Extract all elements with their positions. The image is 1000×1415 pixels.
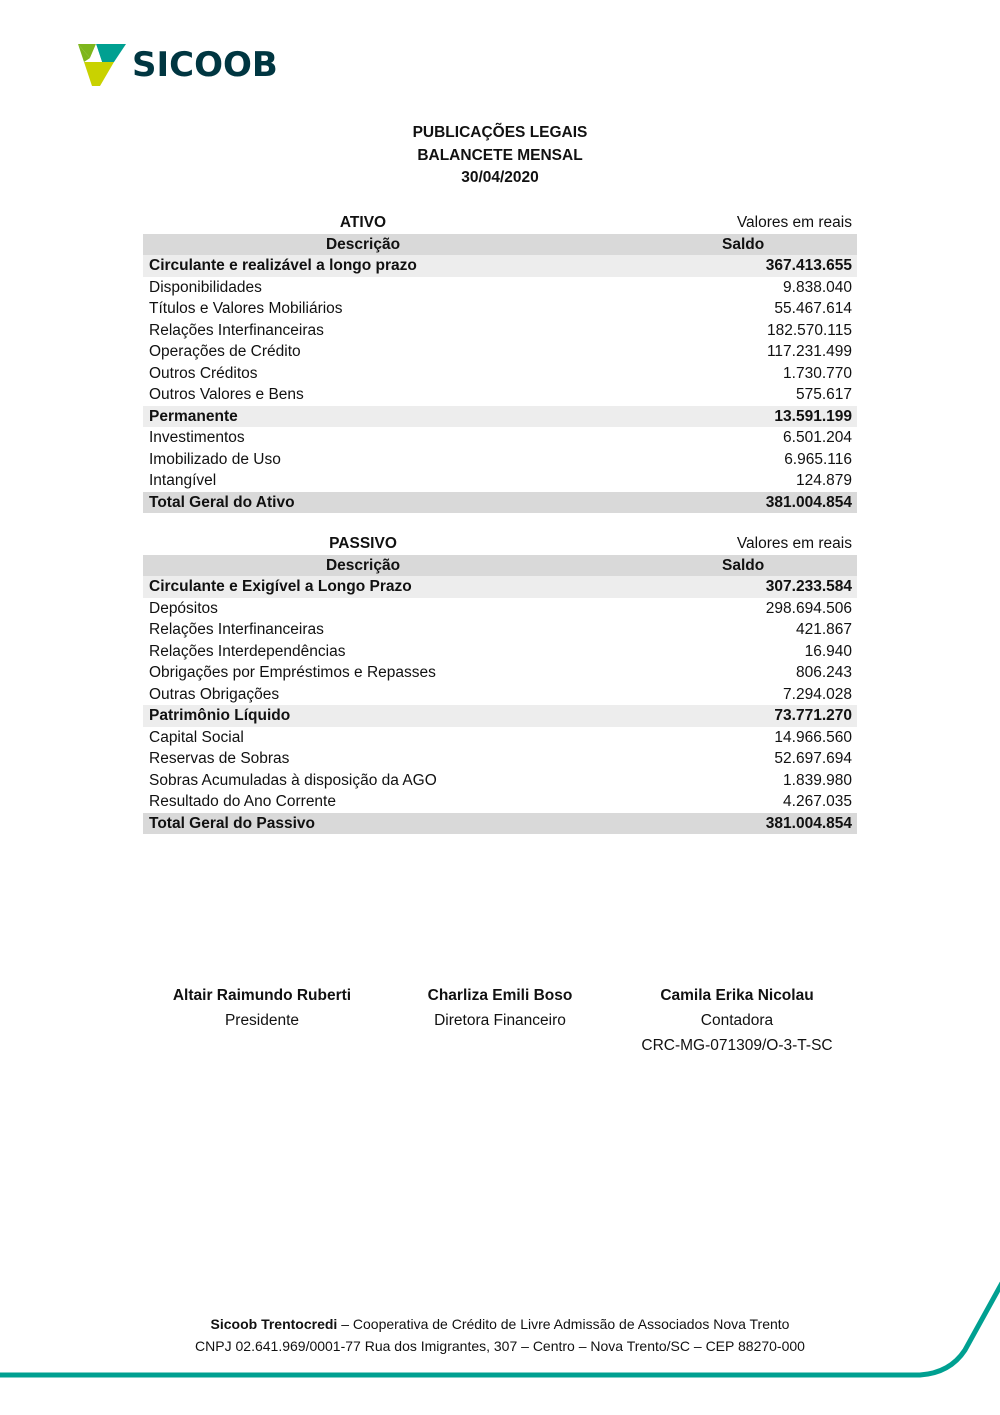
table-row bbox=[143, 641, 857, 663]
row-label: Relações Interdependências bbox=[149, 642, 346, 660]
row-label: Total Geral do Ativo bbox=[149, 493, 295, 511]
passivo-col-desc: Descrição bbox=[325, 556, 401, 574]
row-label: Resultado do Ano Corrente bbox=[149, 793, 336, 810]
row-value: 4.267.035 bbox=[783, 793, 852, 810]
signature-name: Camila Erika Nicolau bbox=[660, 987, 814, 1004]
table-row bbox=[143, 449, 857, 471]
row-value: 9.838.040 bbox=[783, 278, 852, 296]
row-value: 52.697.694 bbox=[774, 750, 852, 767]
row-value: 6.501.204 bbox=[783, 429, 852, 446]
passivo-header-row bbox=[143, 555, 857, 577]
table-row bbox=[143, 298, 857, 320]
table-row bbox=[143, 770, 857, 792]
row-label: Outros Créditos bbox=[149, 364, 258, 382]
table-row bbox=[143, 470, 857, 492]
row-label: Circulante e Exigível a Longo Prazo bbox=[149, 578, 412, 595]
row-label: Patrimônio Líquido bbox=[149, 707, 291, 724]
row-value: 806.243 bbox=[795, 664, 852, 681]
table-row bbox=[143, 662, 857, 684]
signature-name: Charliza Emili Boso bbox=[427, 987, 573, 1004]
ativo-section-label: ATIVO bbox=[339, 214, 387, 231]
row-value: 73.771.270 bbox=[774, 707, 852, 724]
ativo-col-val: Saldo bbox=[722, 235, 765, 253]
brand-name: SICOOB bbox=[132, 45, 278, 85]
table-row bbox=[143, 341, 857, 363]
signature-role: Diretora Financeiro bbox=[434, 1012, 566, 1029]
row-label: Outros Valores e Bens bbox=[149, 386, 304, 403]
row-label: Disponibilidades bbox=[149, 278, 262, 296]
table-row bbox=[143, 598, 857, 620]
signature-crc: CRC-MG-071309/O-3-T-SC bbox=[641, 1037, 833, 1054]
row-value: 182.570.115 bbox=[766, 321, 852, 339]
row-label: Capital Social bbox=[149, 728, 244, 746]
row-value: 381.004.854 bbox=[765, 814, 852, 832]
signature-name: Altair Raimundo Ruberti bbox=[172, 987, 352, 1004]
title-line-2: BALANCETE MENSAL bbox=[417, 146, 583, 164]
row-value: 1.730.770 bbox=[783, 364, 852, 382]
row-value: 14.966.560 bbox=[774, 728, 852, 746]
row-label: Obrigações por Empréstimos e Repasses bbox=[149, 664, 436, 681]
row-value: 381.004.854 bbox=[765, 493, 852, 511]
row-value: 1.839.980 bbox=[783, 771, 852, 789]
signature-accountant bbox=[627, 983, 847, 1058]
footer-line-1 bbox=[0, 1313, 1000, 1335]
row-label: Outras Obrigações bbox=[149, 685, 280, 703]
row-label: Intangível bbox=[149, 472, 217, 489]
row-value: 55.467.614 bbox=[774, 300, 852, 317]
ativo-table bbox=[143, 212, 857, 513]
row-label: Títulos e Valores Mobiliários bbox=[149, 300, 343, 317]
row-value: 124.879 bbox=[795, 472, 852, 489]
ativo-unit-label: Valores em reais bbox=[736, 214, 852, 231]
table-row bbox=[143, 727, 857, 749]
table-row bbox=[143, 320, 857, 342]
row-value: 6.965.116 bbox=[784, 450, 852, 468]
group-row bbox=[143, 255, 857, 277]
row-label: Total Geral do Passivo bbox=[149, 814, 315, 832]
row-value: 117.231.499 bbox=[766, 343, 852, 360]
row-value: 298.694.506 bbox=[765, 599, 852, 617]
table-row bbox=[143, 277, 857, 299]
table-row bbox=[143, 684, 857, 706]
table-row bbox=[143, 384, 857, 406]
group-row bbox=[143, 576, 857, 598]
signature-president bbox=[162, 983, 362, 1033]
row-label: Reservas de Sobras bbox=[149, 750, 290, 767]
row-label: Relações Interfinanceiras bbox=[149, 621, 324, 638]
footer-description: – Cooperativa de Crédito de Livre Admissão de Associados Nova Trento bbox=[337, 1316, 790, 1332]
row-label: Permanente bbox=[149, 407, 238, 425]
row-label: Operações de Crédito bbox=[149, 343, 301, 360]
passivo-col-val: Saldo bbox=[722, 556, 765, 574]
passivo-table bbox=[143, 533, 857, 834]
title-line-3: 30/04/2020 bbox=[461, 169, 539, 186]
row-value: 367.413.655 bbox=[765, 257, 852, 274]
group-row bbox=[143, 406, 857, 428]
table-row bbox=[143, 427, 857, 449]
ativo-title-row bbox=[143, 212, 857, 234]
row-label: Sobras Acumuladas à disposição da AGO bbox=[149, 771, 437, 789]
title-line-1: PUBLICAÇÕES LEGAIS bbox=[412, 124, 588, 141]
group-row bbox=[143, 705, 857, 727]
table-row bbox=[143, 363, 857, 385]
row-label: Depósitos bbox=[149, 599, 218, 617]
row-label: Investimentos bbox=[149, 429, 245, 446]
row-value: 575.617 bbox=[795, 386, 852, 403]
passivo-title-row bbox=[143, 533, 857, 555]
footer-company: Sicoob Trentocredi bbox=[210, 1316, 338, 1332]
footer bbox=[0, 1313, 1000, 1357]
row-value: 13.591.199 bbox=[774, 407, 852, 425]
total-row bbox=[143, 492, 857, 514]
row-label: Imobilizado de Uso bbox=[149, 450, 281, 468]
passivo-section-label: PASSIVO bbox=[329, 535, 397, 552]
signature-role: Contadora bbox=[700, 1012, 774, 1029]
row-value: 16.940 bbox=[804, 642, 852, 660]
sicoob-triangle-logo-icon bbox=[78, 42, 126, 88]
signature-financial-director bbox=[400, 983, 600, 1033]
signature-role: Presidente bbox=[224, 1012, 300, 1029]
table-row bbox=[143, 791, 857, 813]
passivo-unit-label: Valores em reais bbox=[736, 535, 852, 552]
row-label: Relações Interfinanceiras bbox=[149, 321, 324, 339]
footer-line-2: CNPJ 02.641.969/0001-77 Rua dos Imigrantes, 307 – Centro – Nova Trento/SC – CEP 88270-000 bbox=[195, 1338, 805, 1354]
sicoob-logo bbox=[78, 42, 278, 88]
row-value: 421.867 bbox=[795, 621, 852, 638]
ativo-col-desc: Descrição bbox=[325, 235, 401, 253]
ativo-header-row bbox=[143, 234, 857, 256]
total-row bbox=[143, 813, 857, 835]
row-label: Circulante e realizável a longo prazo bbox=[149, 257, 417, 274]
document-title bbox=[0, 122, 1000, 190]
table-row bbox=[143, 748, 857, 770]
row-value: 307.233.584 bbox=[765, 578, 852, 595]
row-value: 7.294.028 bbox=[783, 685, 852, 703]
table-row bbox=[143, 619, 857, 641]
